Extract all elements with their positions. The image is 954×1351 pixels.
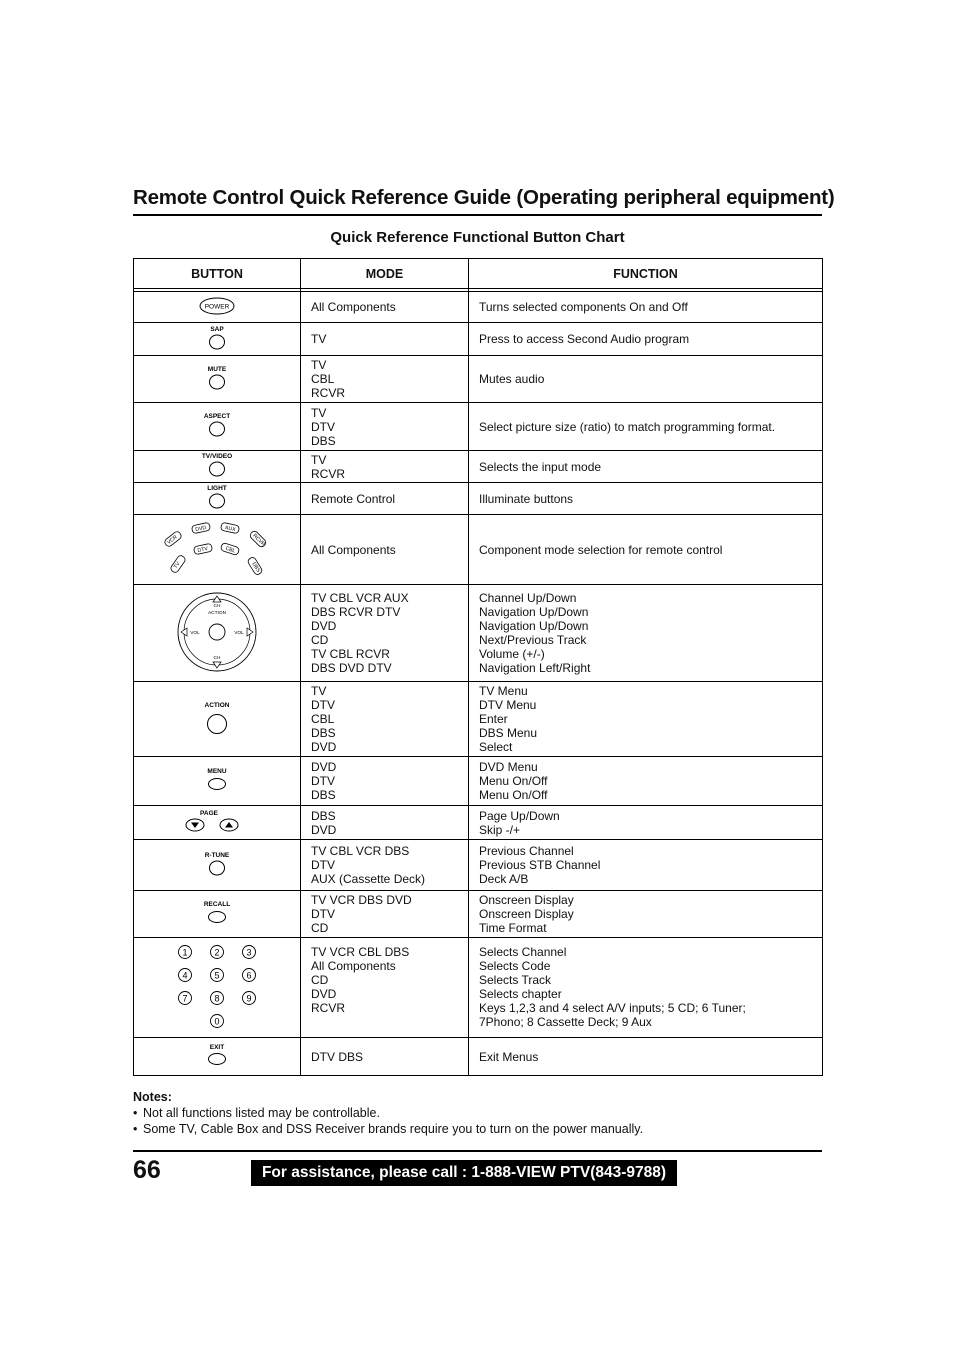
svg-text:RCVR: RCVR (251, 532, 267, 548)
mode-cell: TV (301, 323, 469, 356)
mode-keys-icon (134, 515, 301, 585)
table-header-row (134, 259, 823, 289)
function-cell: Page Up/Down Skip -/+ (469, 806, 823, 840)
svg-text:VCR: VCR (166, 534, 179, 546)
table-row (134, 292, 823, 323)
exit-button-icon (134, 1038, 301, 1076)
table-row (134, 757, 823, 806)
mode-cell: TV CBL VCR AUX DBS RCVR DTV DVD CD TV CBL RCVR DBS DVD DTV (301, 585, 469, 682)
function-cell: DVD Menu Menu On/Off Menu On/Off (469, 757, 823, 806)
svg-text:TV: TV (172, 560, 182, 570)
navigation-pad-icon (134, 585, 301, 682)
header-mode: MODE (301, 259, 469, 289)
button-chart-table (133, 258, 823, 1076)
svg-text:4: 4 (182, 970, 188, 981)
svg-text:VOL: VOL (190, 630, 200, 636)
table-row (134, 403, 823, 451)
table-row (134, 323, 823, 356)
table-row (134, 451, 823, 483)
mode-cell: TV DTV DBS (301, 403, 469, 451)
svg-text:0: 0 (214, 1016, 220, 1027)
table-row (134, 585, 823, 682)
svg-text:3: 3 (246, 947, 252, 958)
svg-text:POWER: POWER (204, 302, 230, 310)
function-cell: Exit Menus (469, 1038, 823, 1076)
svg-text:5: 5 (214, 970, 220, 981)
function-cell: Mutes audio (469, 356, 823, 403)
mode-cell: All Components (301, 515, 469, 585)
svg-text:DBS: DBS (250, 561, 262, 574)
mode-cell: DBS DVD (301, 806, 469, 840)
function-cell: Press to access Second Audio program (469, 323, 823, 356)
function-cell: TV Menu DTV Menu Enter DBS Menu Select (469, 682, 823, 757)
mode-cell: TV VCR DBS DVD DTV CD (301, 891, 469, 938)
notes-heading: Notes: (133, 1090, 172, 1104)
aspect-button-icon (134, 403, 301, 451)
mode-cell: TV DTV CBL DBS DVD (301, 682, 469, 757)
table-row (134, 483, 823, 515)
svg-text:EXIT: EXIT (209, 1044, 225, 1051)
footer-divider (133, 1150, 822, 1152)
svg-text:1: 1 (182, 947, 188, 958)
function-cell: Selects the input mode (469, 451, 823, 483)
svg-text:CBL: CBL (224, 545, 237, 555)
title-divider (133, 214, 822, 216)
header-function: FUNCTION (469, 259, 823, 289)
mode-cell: TV CBL VCR DBS DTV AUX (Cassette Deck) (301, 840, 469, 891)
svg-text:RECALL: RECALL (203, 900, 231, 908)
r-tune-button-icon (134, 840, 301, 891)
notes-section (133, 1089, 643, 1137)
svg-text:7: 7 (182, 993, 188, 1004)
function-cell: Turns selected components On and Off (469, 292, 823, 323)
mode-cell: TV VCR CBL DBS All Components CD DVD RCVR (301, 938, 469, 1038)
function-cell: Selects Channel Selects Code Selects Track Selects chapter Keys 1,2,3 and 4 select A/V inputs; 5 CD; 6 Tuner; 7Phono; 8 Cassette Deck; 9 Aux (469, 938, 823, 1038)
mute-button-icon (134, 356, 301, 403)
svg-text:PAGE: PAGE (200, 810, 218, 817)
function-cell: Onscreen Display Onscreen Display Time Format (469, 891, 823, 938)
svg-text:R-TUNE: R-TUNE (204, 851, 230, 859)
svg-text:DVD: DVD (194, 524, 207, 534)
svg-text:ASPECT: ASPECT (203, 413, 231, 420)
function-cell: Channel Up/Down Navigation Up/Down Navigation Up/Down Next/Previous Track Volume (+/-) Navigation Left/Right (469, 585, 823, 682)
svg-text:CH: CH (213, 655, 221, 661)
svg-text:MENU: MENU (207, 767, 227, 775)
table-row (134, 891, 823, 938)
note-item: • Some TV, Cable Box and DSS Receiver brands require you to turn on the power manually. (133, 1121, 643, 1137)
number-keys-icon (134, 938, 301, 1038)
svg-text:CH: CH (213, 603, 221, 609)
assistance-banner: For assistance, please call : 1-888-VIEW PTV(843-9788) (251, 1160, 677, 1186)
svg-text:TV/VIDEO: TV/VIDEO (201, 453, 233, 460)
svg-text:8: 8 (214, 993, 220, 1004)
mode-cell: Remote Control (301, 483, 469, 515)
svg-text:ACTION: ACTION (207, 610, 227, 616)
menu-button-icon (134, 757, 301, 806)
sap-button-icon (134, 323, 301, 356)
svg-text:DTV: DTV (197, 546, 209, 555)
mode-cell: DVD DTV DBS (301, 757, 469, 806)
svg-text:LIGHT: LIGHT (207, 485, 227, 492)
mode-cell: All Components (301, 292, 469, 323)
chart-subtitle: Quick Reference Functional Button Chart (330, 229, 625, 246)
svg-text:SAP: SAP (210, 325, 224, 333)
action-button-icon (134, 682, 301, 757)
svg-text:AUX: AUX (224, 524, 237, 534)
table-row (134, 840, 823, 891)
light-button-icon (134, 483, 301, 515)
function-cell: Previous Channel Previous STB Channel Deck A/B (469, 840, 823, 891)
function-cell: Illuminate buttons (469, 483, 823, 515)
function-cell: Component mode selection for remote control (469, 515, 823, 585)
table-row (134, 515, 823, 585)
recall-button-icon (134, 891, 301, 938)
page-buttons-icon (134, 806, 301, 840)
svg-text:2: 2 (214, 947, 220, 958)
power-button-icon (134, 292, 301, 323)
tv-video-button-icon (134, 451, 301, 483)
svg-text:6: 6 (246, 970, 252, 981)
svg-text:9: 9 (246, 993, 252, 1004)
note-item: • Not all functions listed may be controllable. (133, 1105, 643, 1121)
mode-cell: TV RCVR (301, 451, 469, 483)
svg-text:VOL: VOL (234, 630, 244, 636)
svg-text:MUTE: MUTE (207, 365, 227, 373)
mode-cell: DTV DBS (301, 1038, 469, 1076)
mode-cell: TV CBL RCVR (301, 356, 469, 403)
table-row (134, 806, 823, 840)
page-number: 66 (133, 1156, 161, 1184)
table-row (134, 682, 823, 757)
svg-text:ACTION: ACTION (204, 701, 230, 709)
table-row (134, 356, 823, 403)
header-button: BUTTON (134, 259, 301, 289)
table-row (134, 1038, 823, 1076)
table-row (134, 938, 823, 1038)
page-title: Remote Control Quick Reference Guide (Operating peripheral equipment) (133, 186, 835, 209)
function-cell: Select picture size (ratio) to match programming format. (469, 403, 823, 451)
